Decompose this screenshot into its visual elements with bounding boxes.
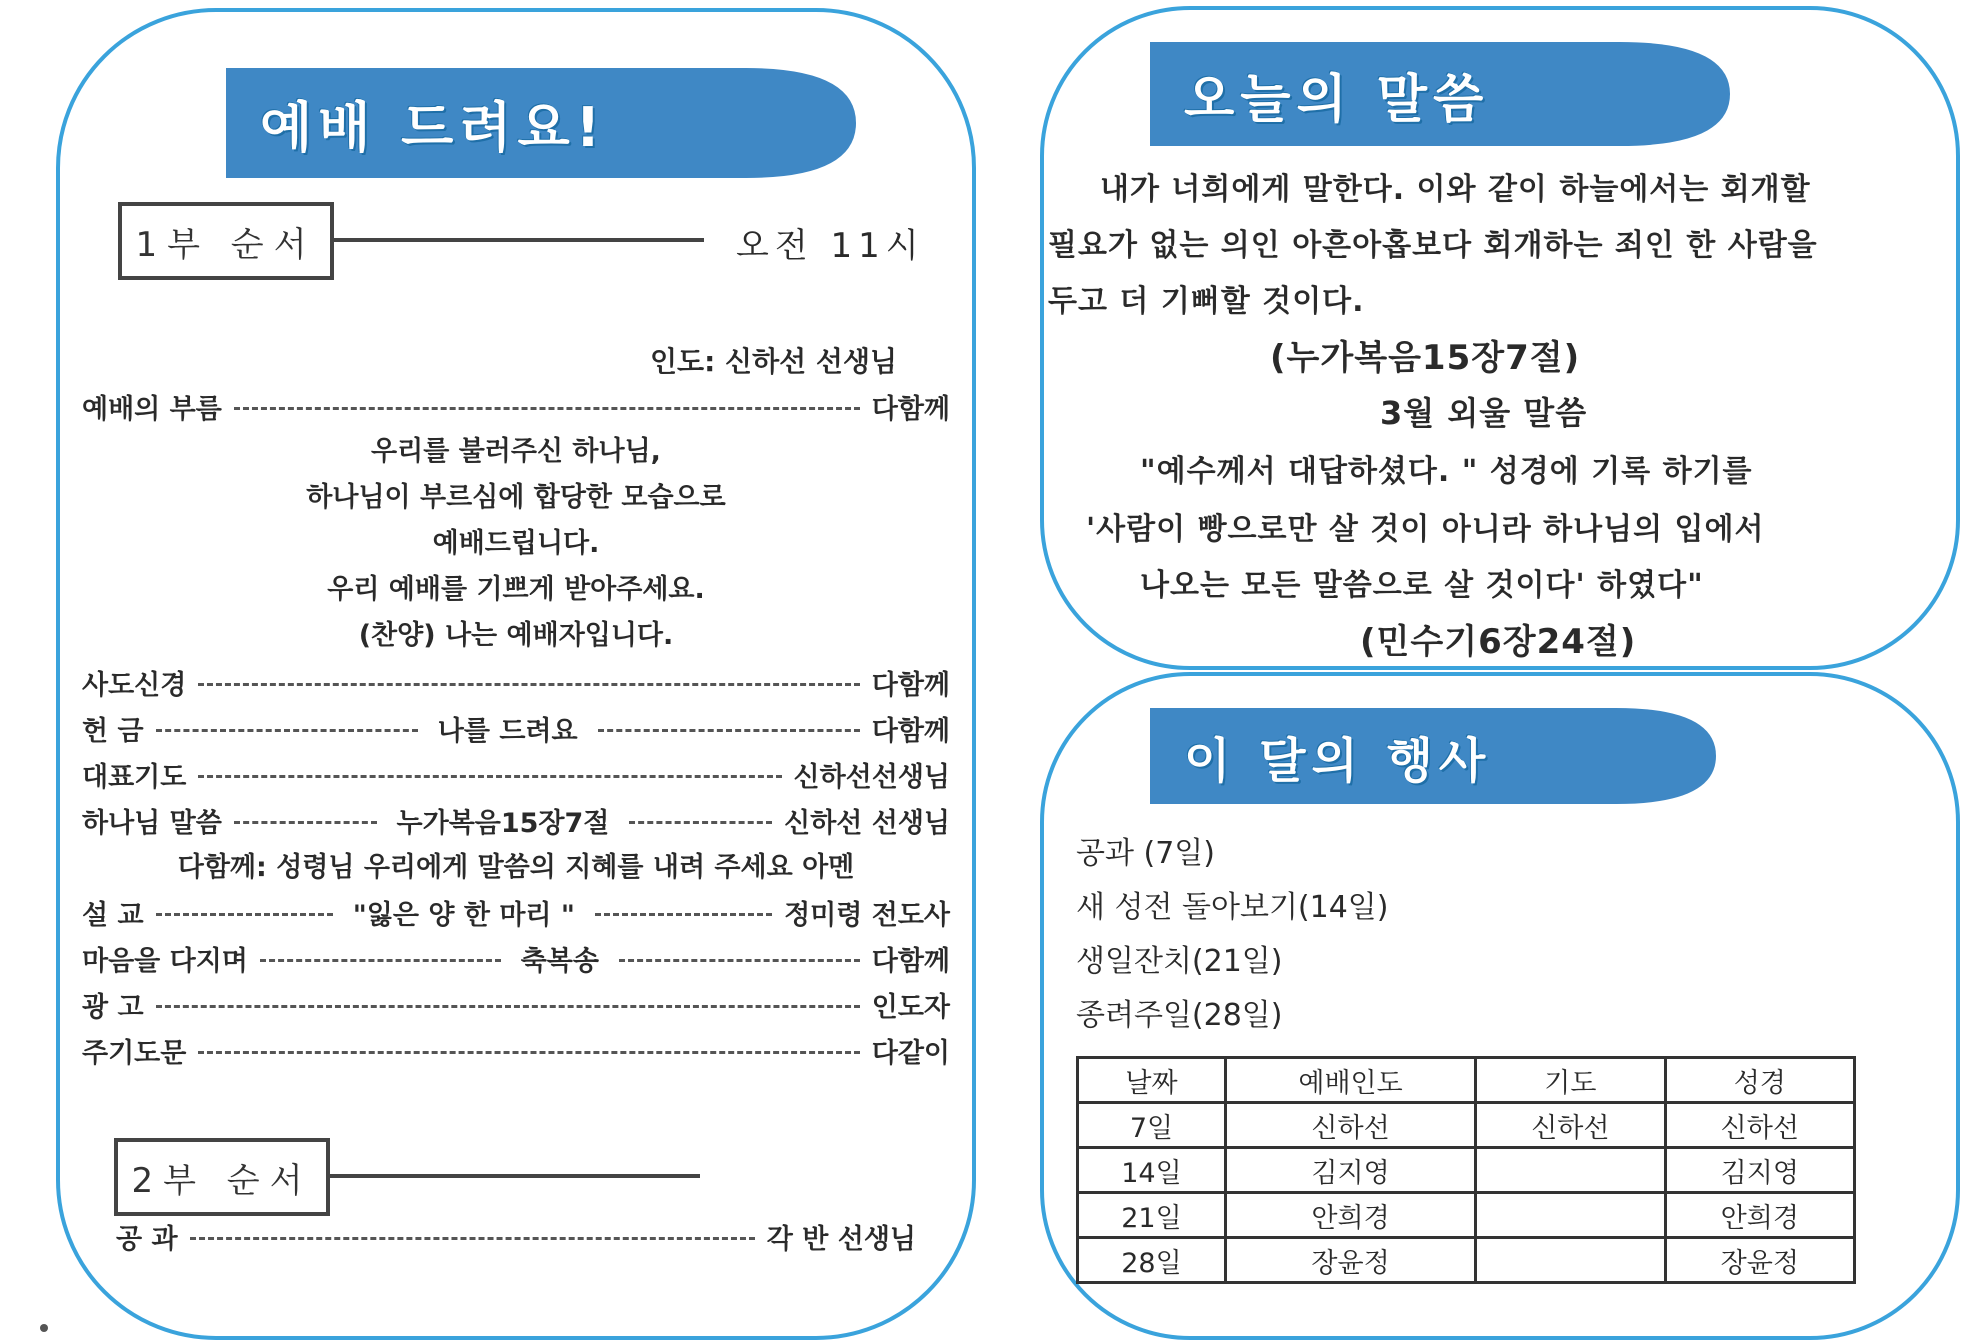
order-row [82,1030,950,1070]
header-date: 날짜 [1078,1058,1226,1103]
table-cell: 장윤정 [1225,1238,1475,1283]
order-mid: 축복송 [520,945,599,977]
order-row [82,708,950,748]
order-by: 정미령 전도사 [784,899,950,931]
memory-line: "예수께서 대답하셨다. " 성경에 기록 하기를 [1140,454,1753,489]
order-row [82,662,950,702]
memory-title: 3월 외울 말씀 [1380,394,1588,432]
part1-header: 1부 순서 [118,202,334,280]
part2-rule [330,1174,700,1178]
word-banner [1150,42,1730,146]
leader-dashes [595,913,772,916]
lesson-label: 공 과 [116,1223,178,1255]
memory-line: '사람이 빵으로만 살 것이 아니라 하나님의 입에서 [1086,512,1765,547]
worship-banner-title: 예배 드려요! [260,95,607,159]
table-row [1078,1148,1855,1193]
call-by: 다함께 [871,393,950,425]
leader-dashes [234,407,860,410]
leader-dashes [629,821,772,824]
order-label: 주기도문 [82,1037,187,1069]
table-header-row [1078,1058,1855,1103]
table-cell: 안희경 [1225,1193,1475,1238]
table-cell: 김지영 [1665,1148,1854,1193]
table-cell: 김지영 [1225,1148,1475,1193]
word-reference: (누가복음15장7절) [1270,338,1581,378]
word-banner-title: 오늘의 말씀 [1184,69,1490,130]
order-label: 사도신경 [82,669,187,701]
order-by: 인도자 [871,991,950,1023]
order-label: 마음을 다지며 [82,945,248,977]
table-cell: 7일 [1078,1103,1226,1148]
call-line: 우리 예배를 기쁘게 받아주세요. [327,574,705,605]
order-label: 하나님 말씀 [82,807,222,839]
call-line: 예배드립니다. [432,528,600,559]
order-label: 헌 금 [82,715,144,747]
table-cell [1476,1238,1665,1283]
table-row [1078,1238,1855,1283]
leader-dashes [619,959,860,962]
order-by: 신하선선생님 [793,761,950,793]
order-mid: 나를 드려요 [437,715,578,747]
table-row [1078,1103,1855,1148]
word-line: 두고 더 기뻐할 것이다. [1048,284,1365,319]
leader-dashes [190,1237,755,1240]
header-prayer: 기도 [1476,1058,1665,1103]
call-label: 예배의 부름 [82,393,222,425]
table-cell: 안희경 [1665,1193,1854,1238]
call-line: 하나님이 부르심에 합당한 모습으로 [306,482,726,513]
table-cell: 28일 [1078,1238,1226,1283]
order-row [82,800,950,840]
leader-dashes [198,683,859,686]
header-bible: 성경 [1665,1058,1854,1103]
leader-dashes [156,729,418,732]
leader-dashes [156,913,333,916]
lesson-row [116,1216,916,1256]
order-row [82,754,950,794]
word-line: 내가 너희에게 말한다. 이와 같이 하늘에서는 회개할 [1100,172,1811,207]
leader-dashes [260,959,501,962]
table-cell [1476,1148,1665,1193]
leader-dashes [598,729,860,732]
order-row [82,938,950,978]
part1-time: 오전 11시 [736,226,925,266]
table-cell: 신하선 [1225,1103,1475,1148]
event-item: 공과 (7일) [1076,836,1215,871]
events-banner-title: 이 달의 행사 [1184,732,1492,789]
table-cell: 장윤정 [1665,1238,1854,1283]
order-row [82,892,950,932]
event-item: 새 성전 돌아보기(14일) [1076,890,1389,925]
memory-reference: (민수기6장24절) [1360,622,1637,662]
response-line: 다함께: 성령님 우리에게 말씀의 지혜를 내려 주세요 아멘 [177,852,855,883]
table-cell: 21일 [1078,1193,1226,1238]
part1-rule [334,238,704,242]
order-label: 대표기도 [82,761,187,793]
worship-banner [226,68,856,178]
table-cell: 신하선 [1665,1103,1854,1148]
table-cell: 14일 [1078,1148,1226,1193]
leader-line: 인도: 신하선 선생님 [650,345,898,378]
call-to-worship-row [82,386,950,426]
events-banner [1150,708,1716,804]
leader-dashes [198,1051,859,1054]
lesson-by: 각 반 선생님 [766,1223,916,1255]
schedule-table [1076,1056,1856,1284]
order-by: 다함께 [871,669,950,701]
leader-dashes [198,775,781,778]
order-row [82,984,950,1024]
word-line: 필요가 없는 의인 아흔아홉보다 회개하는 죄인 한 사람을 [1048,228,1818,263]
event-item: 생일잔치(21일) [1076,944,1283,979]
order-label: 설 교 [82,899,144,931]
order-by: 다함께 [871,715,951,747]
order-mid: 누가복음15장7절 [396,807,610,839]
part2-header: 2부 순서 [114,1138,330,1216]
event-item: 종려주일(28일) [1076,998,1283,1033]
call-line: (찬양) 나는 예배자입니다. [358,620,674,651]
scan-dot [40,1324,48,1332]
table-cell [1476,1193,1665,1238]
header-leader: 예배인도 [1225,1058,1475,1103]
order-by: 신하선 선생님 [784,807,951,839]
table-cell: 신하선 [1476,1103,1665,1148]
table-row [1078,1193,1855,1238]
memory-line: 나오는 모든 말씀으로 살 것이다' 하였다" [1140,568,1704,603]
call-line: 우리를 불러주신 하나님, [371,436,661,467]
order-by: 다같이 [871,1037,950,1069]
order-by: 다함께 [871,945,950,977]
order-mid: "잃은 양 한 마리 " [352,899,575,931]
leader-dashes [234,821,377,824]
order-label: 광 고 [82,991,144,1023]
leader-dashes [156,1005,860,1008]
